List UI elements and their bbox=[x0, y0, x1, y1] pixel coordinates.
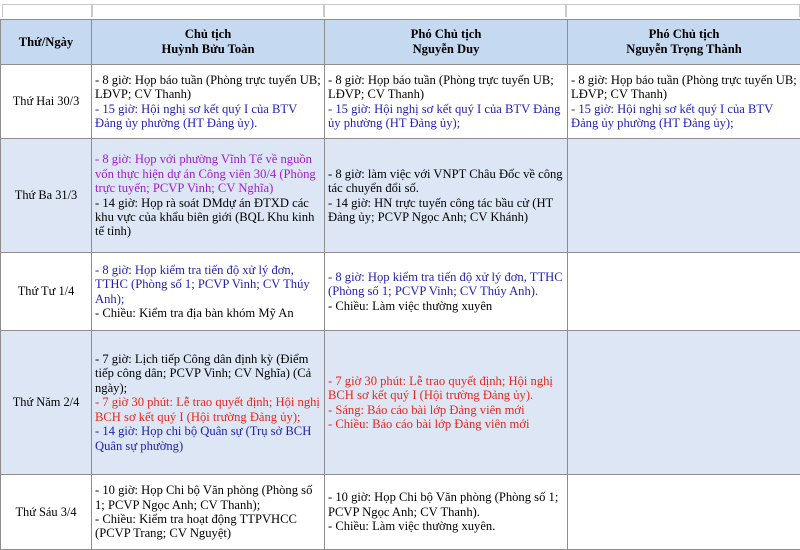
schedule-cell bbox=[568, 475, 800, 550]
column-person: Nguyễn Duy bbox=[412, 42, 480, 56]
schedule-cell bbox=[325, 65, 568, 139]
column-header-chairman bbox=[92, 20, 325, 65]
schedule-row bbox=[1, 139, 800, 253]
schedule-cell bbox=[568, 139, 800, 253]
day-cell: Thứ Hai 30/3 bbox=[1, 65, 92, 139]
schedule-row bbox=[1, 475, 800, 550]
schedule-entry: - 8 giờ: Họp kiểm tra tiến độ xử lý đơn, TTHC (Phòng số 1; PCVP Vinh; CV Thúy Anh). bbox=[328, 269, 563, 299]
strip-segment bbox=[566, 4, 800, 17]
schedule-cell bbox=[568, 253, 800, 331]
column-role: Phó Chủ tịch bbox=[410, 27, 482, 41]
schedule-entry: - 8 giờ: Họp với phường Vĩnh Tế về nguồn vốn thực hiện dự án Công viên 30/4 (Phòng trực tuyến; PCVP Vinh; CV Nghĩa) bbox=[95, 152, 316, 196]
day-cell: Thứ Tư 1/4 bbox=[1, 253, 92, 331]
schedule-cell bbox=[325, 253, 568, 331]
schedule-entry: - 15 giờ: Hội nghị sơ kết quý I của BTV Đảng ủy phường (HT Đảng ủy); bbox=[328, 101, 561, 130]
schedule-entry: - Chiều: Làm việc thường xuyên. bbox=[328, 519, 496, 534]
schedule-entry: - 8 giờ: Họp báo tuần (Phòng trực tuyến UB; LĐVP; CV Thanh) bbox=[328, 72, 554, 102]
schedule-entry: - 14 giờ: Họp chi bộ Quân sự (Trụ sở BCH Quân sự phường) bbox=[95, 424, 312, 453]
schedule-entry: - Chiều: Làm việc thường xuyên bbox=[328, 298, 493, 313]
column-person: Nguyễn Trọng Thành bbox=[626, 42, 742, 56]
column-header-vice-chairman-1 bbox=[325, 20, 568, 65]
column-header-vice-chairman-2 bbox=[568, 20, 800, 65]
schedule-entry: - 14 giờ: Họp rà soát DMdự án ĐTXD các khu vực của khẩu biên giới (BQL Khu kinh tế tỉnh) bbox=[95, 195, 315, 239]
column-person: Huỳnh Bửu Toàn bbox=[161, 42, 255, 56]
schedule-row bbox=[1, 253, 800, 331]
schedule-entry: - 14 giờ: HN trực tuyến công tác bầu cử (HT Đảng ủy; PCVP Ngọc Anh; CV Khánh) bbox=[328, 195, 554, 224]
schedule-cell bbox=[568, 65, 800, 139]
schedule-table bbox=[0, 19, 800, 550]
day-cell: Thứ Năm 2/4 bbox=[1, 331, 92, 475]
schedule-row bbox=[1, 65, 800, 139]
schedule-body bbox=[1, 65, 800, 550]
schedule-entry: - 8 giờ: làm việc với VNPT Châu Đốc về công tác chuyển đổi số. bbox=[328, 166, 563, 196]
schedule-entry: - 7 giờ 30 phút: Lễ trao quyết định; Hội nghị BCH sơ kết quý I (Hội trường Đảng ủy). bbox=[328, 373, 553, 403]
schedule-cell bbox=[92, 253, 325, 331]
schedule-cell bbox=[92, 331, 325, 475]
day-cell: Thứ Ba 31/3 bbox=[1, 139, 92, 253]
column-role: Phó Chủ tịch bbox=[648, 27, 720, 41]
schedule-entry: - Chiều: Kiểm tra địa bàn khóm Mỹ An bbox=[95, 305, 294, 320]
strip-segment bbox=[324, 4, 566, 17]
schedule-cell bbox=[92, 65, 325, 139]
schedule-entry: - 10 giờ: Họp Chi bộ Văn phòng (Phòng số 1; PCVP Ngọc Anh; CV Thanh). bbox=[328, 490, 559, 519]
schedule-entry: - Chiều: Kiểm tra hoạt động TTPVHCC (PCVP Trang; CV Nguyệt) bbox=[95, 512, 297, 541]
schedule-entry: - 10 giờ: Họp Chi bộ Văn phòng (Phòng số 1; PCVP Ngọc Anh; CV Thanh); bbox=[95, 483, 313, 512]
schedule-entry: - Chiều: Báo cáo bài lớp Đảng viên mới bbox=[328, 416, 530, 431]
schedule-entry: - 7 giờ: Lịch tiếp Công dân định kỳ (Điểm tiếp công dân; PCVP Vinh; CV Nghĩa) (Cả ngày); bbox=[95, 352, 312, 395]
schedule-cell bbox=[325, 139, 568, 253]
schedule-cell bbox=[92, 475, 325, 550]
schedule-entry: - 7 giờ 30 phút: Lễ trao quyết định; Hội nghị BCH sơ kết quý I (Hội trường Đảng ủy); bbox=[95, 395, 320, 424]
strip-segment bbox=[92, 4, 324, 17]
schedule-entry: - 8 giờ: Họp báo tuần (Phòng trực tuyến UB; LĐVP; CV Thanh) bbox=[571, 72, 797, 102]
schedule-entry: - 15 giờ: Hội nghị sơ kết quý I của BTV Đảng ủy phường (HT Đảng ủy); bbox=[571, 101, 773, 130]
schedule-entry: - 15 giờ: Hội nghị sơ kết quý I của BTV Đảng ủy phường (HT Đảng ủy). bbox=[95, 101, 297, 130]
day-column-header: Thứ/Ngày bbox=[1, 20, 92, 65]
schedule-entry: - 8 giờ: Họp báo tuần (Phòng trực tuyến UB; LĐVP; CV Thanh) bbox=[95, 72, 321, 102]
strip-segment bbox=[2, 4, 92, 17]
top-strip bbox=[0, 0, 800, 19]
schedule-cell bbox=[92, 139, 325, 253]
schedule-cell bbox=[325, 475, 568, 550]
schedule-cell bbox=[568, 331, 800, 475]
schedule-entry: - Sáng: Báo cáo bài lớp Đảng viên mới bbox=[328, 402, 525, 417]
column-role: Chủ tịch bbox=[184, 27, 232, 41]
day-cell: Thứ Sáu 3/4 bbox=[1, 475, 92, 550]
schedule-row bbox=[1, 331, 800, 475]
schedule-cell bbox=[325, 331, 568, 475]
schedule-entry: - 8 giờ: Họp kiểm tra tiến độ xử lý đơn, TTHC (Phòng số 1; PCVP Vinh; CV Thúy Anh); bbox=[95, 262, 310, 306]
header-row bbox=[1, 20, 800, 65]
